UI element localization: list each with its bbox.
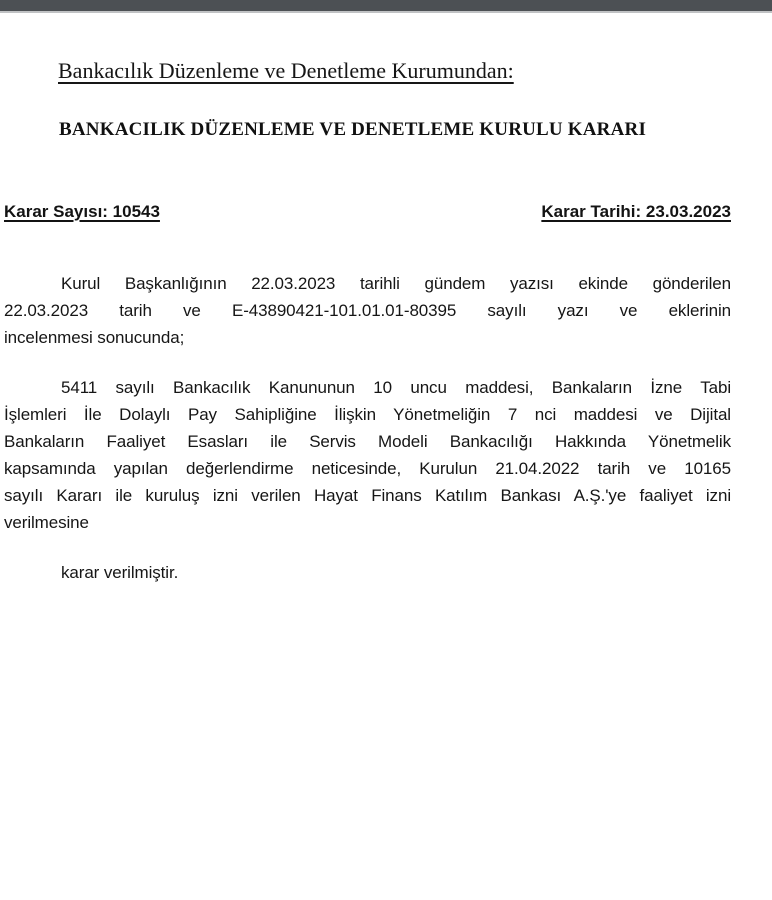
paragraph-line: 22.03.2023 tarih ve E-43890421-101.01.01-80395 sayılı yazı ve eklerinin [4,301,731,320]
document-body [4,270,731,586]
decision-title: BANKACILIK DÜZENLEME VE DENETLEME KURULU KARARI [59,119,647,140]
paragraph-line: sayılı Kararı ile kuruluş izni verilen Hayat Finans Katılım Bankası A.Ş.'ye faaliyet izni [4,486,731,505]
decision-number: Karar Sayısı: 10543 [4,202,160,221]
paragraph-line: Kurul Başkanlığının 22.03.2023 tarihli gündem yazısı ekinde gönderilen [61,274,731,293]
body-paragraph [4,374,731,536]
window-top-bar [0,0,772,13]
document-content [0,57,772,586]
decision-date: Karar Tarihi: 23.03.2023 [541,202,731,221]
paragraph-line: Bankaların Faaliyet Esasları ile Servis Modeli Bankacılığı Hakkında Yönetmelik [4,432,731,451]
paragraph-line: verilmesine [4,513,89,532]
body-paragraph [4,270,731,351]
decision-meta-row [4,200,731,224]
body-paragraph [4,559,731,586]
paragraph-line: karar verilmiştir. [61,563,179,582]
paragraph-line: kapsamında yapılan değerlendirme neticesinde, Kurulun 21.04.2022 tarih ve 10165 [4,459,731,478]
paragraph-line: incelenmesi sonucunda; [4,328,185,347]
paragraph-line: 5411 sayılı Bankacılık Kanununun 10 uncu maddesi, Bankaların İzne Tabi [61,378,731,397]
paragraph-line: İşlemleri İle Dolaylı Pay Sahipliğine İlişkin Yönetmeliğin 7 nci maddesi ve Dijital [4,405,731,424]
issuing-authority-heading: Bankacılık Düzenleme ve Denetleme Kurumundan: [58,58,514,83]
